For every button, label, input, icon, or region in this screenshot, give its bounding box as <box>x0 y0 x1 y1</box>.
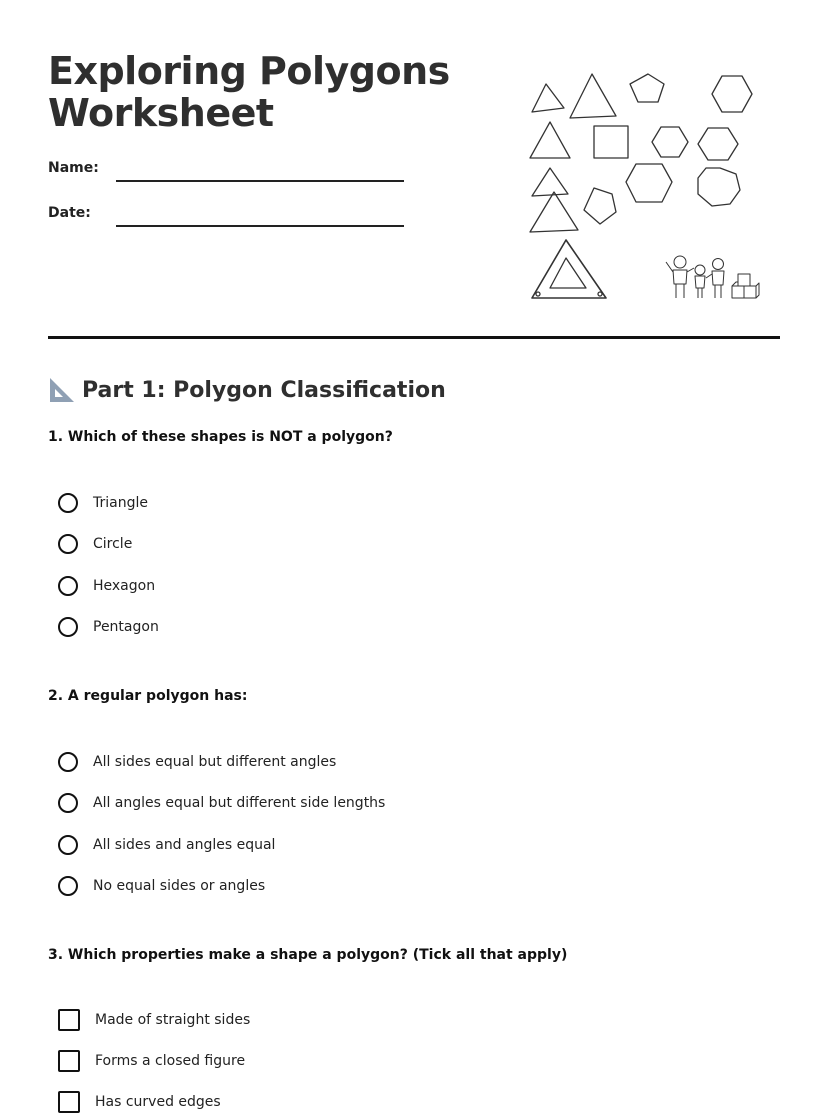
name-field[interactable] <box>48 160 408 184</box>
page-title <box>48 50 450 134</box>
q2-option-2[interactable] <box>58 790 385 816</box>
radio-button[interactable] <box>58 752 78 772</box>
set-square-hole <box>536 292 540 296</box>
option-label: Circle <box>93 536 133 552</box>
checkbox[interactable] <box>58 1009 80 1031</box>
option-label: Hexagon <box>93 578 156 594</box>
q3-option-closed-figure[interactable] <box>58 1048 245 1074</box>
q2-option-3[interactable] <box>58 832 275 858</box>
radio-button[interactable] <box>58 534 78 554</box>
date-label: Date: <box>48 205 91 221</box>
set-square-icon <box>48 376 76 404</box>
option-label: Made of straight sides <box>95 1012 251 1028</box>
triangle-shape <box>570 74 616 118</box>
option-label: All angles equal but different side lengths <box>93 795 386 811</box>
radio-button[interactable] <box>58 793 78 813</box>
radio-button[interactable] <box>58 576 78 596</box>
hexagon-shape <box>698 128 738 160</box>
radio-button[interactable] <box>58 493 78 513</box>
date-field[interactable] <box>48 205 408 229</box>
radio-button[interactable] <box>58 876 78 896</box>
q1-option-circle[interactable] <box>58 531 132 557</box>
q1-option-triangle[interactable] <box>58 490 148 516</box>
question-2-text: 2. A regular polygon has: <box>48 688 248 704</box>
q1-option-hexagon[interactable] <box>58 573 155 599</box>
triangle-shape <box>532 84 564 112</box>
set-square-hole <box>598 292 602 296</box>
worksheet-page <box>48 0 780 1118</box>
q3-option-curved-edges[interactable] <box>58 1089 221 1115</box>
q2-option-4[interactable] <box>58 873 265 899</box>
option-label: Has curved edges <box>95 1094 221 1110</box>
title-line-1: Exploring Polygons <box>48 49 450 93</box>
set-square-triangle <box>532 240 606 298</box>
name-write-line[interactable] <box>116 180 404 182</box>
radio-button[interactable] <box>58 835 78 855</box>
cubes-icon <box>732 274 759 298</box>
heptagon-shape <box>698 168 740 206</box>
option-label: Pentagon <box>93 619 159 635</box>
checkbox[interactable] <box>58 1050 80 1072</box>
hexagon-shape <box>712 76 752 112</box>
question-3-text: 3. Which properties make a shape a polygon? (Tick all that apply) <box>48 947 568 963</box>
question-1-text: 1. Which of these shapes is NOT a polygon? <box>48 429 393 445</box>
hexagon-shape <box>626 164 672 202</box>
title-line-2: Worksheet <box>48 91 274 135</box>
triangle-shape <box>532 168 568 196</box>
section-heading <box>48 374 446 406</box>
radio-button[interactable] <box>58 617 78 637</box>
q2-option-1[interactable] <box>58 749 336 775</box>
section-divider <box>48 336 780 339</box>
square-shape <box>594 126 628 158</box>
polygon-shapes-illustration <box>526 64 766 304</box>
checkbox[interactable] <box>58 1091 80 1113</box>
q1-option-pentagon[interactable] <box>58 614 159 640</box>
triangle-shape <box>530 122 570 158</box>
triangle-shape <box>530 192 578 232</box>
date-write-line[interactable] <box>116 225 404 227</box>
option-label: All sides and angles equal <box>93 837 276 853</box>
section-title: Part 1: Polygon Classification <box>82 377 446 403</box>
pentagon-shape <box>584 188 616 224</box>
q3-option-straight-sides[interactable] <box>58 1007 250 1033</box>
option-label: All sides equal but different angles <box>93 754 337 770</box>
pentagon-shape <box>630 74 664 102</box>
option-label: Triangle <box>93 495 148 511</box>
name-label: Name: <box>48 160 99 176</box>
option-label: Forms a closed figure <box>95 1053 246 1069</box>
hexagon-shape <box>652 127 688 157</box>
option-label: No equal sides or angles <box>93 878 266 894</box>
children-icon <box>666 256 724 298</box>
